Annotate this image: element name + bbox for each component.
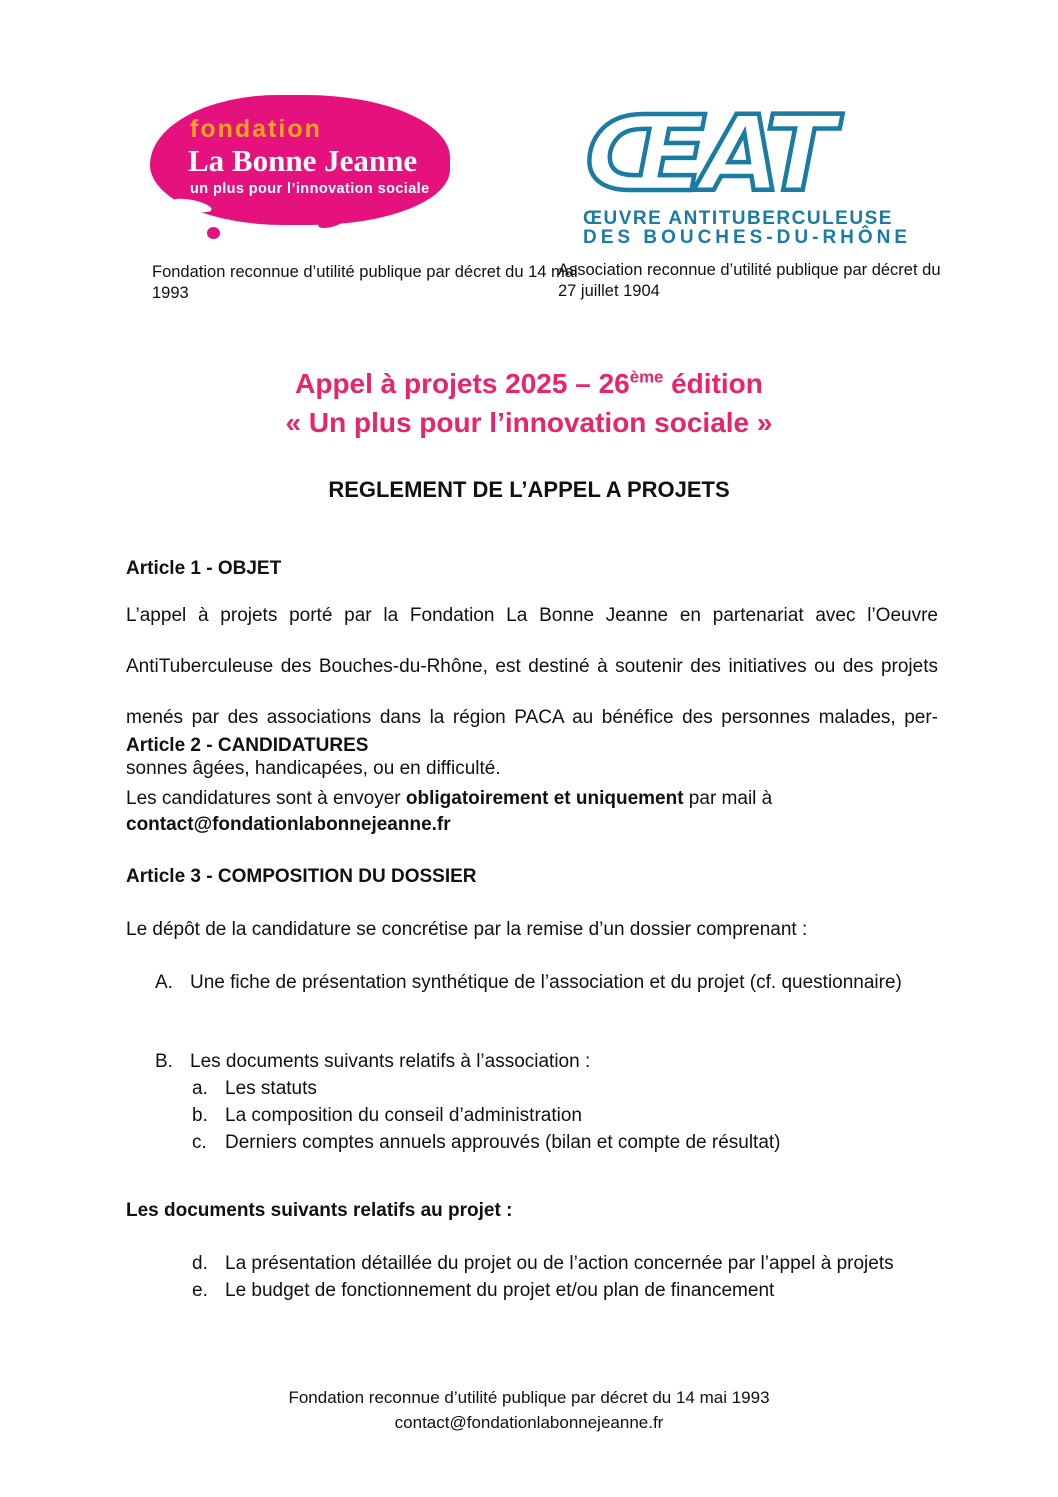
list-item-text: Une fiche de présentation synthétique de l’association et du projet (cf. questionnaire) [190, 972, 902, 993]
footer-line2: contact@fondationlabonnejeanne.fr [394, 1412, 664, 1432]
blob-highlight-icon [401, 101, 436, 120]
list-item-text: Derniers comptes annuels approuvés (bilan et compte de résultat) [225, 1132, 781, 1153]
pink-blob-shape [150, 95, 450, 225]
brand-tagline: un plus pour l’innovation sociale [190, 181, 430, 197]
oeat-acronym-icon [583, 98, 948, 210]
page-subtitle: REGLEMENT DE L’APPEL A PROJETS [328, 477, 730, 502]
oeat-acronym-text: ŒAT [585, 98, 830, 210]
list-item-text: La composition du conseil d’administration [225, 1105, 582, 1126]
paragraph-line: menés par des associations dans la région PACA au bénéfice des personnes malades, per- [126, 707, 938, 728]
paragraph-line: L’appel à projets porté par la Fondation La Bonne Jeanne en partenariat avec l’Oeuvre [126, 605, 938, 626]
title-line1: Appel à projets 2025 – 26ème édition [295, 368, 763, 400]
fondation-la-bonne-jeanne-logo [150, 95, 452, 245]
list-marker: A. [155, 972, 173, 993]
association-doc-sublist [126, 1075, 938, 1156]
footer-line1: Fondation reconnue d’utilité publique par décret du 14 mai 1993 [288, 1388, 770, 1407]
list-item-text: Le budget de fonctionnement du projet et/ou plan de financement [225, 1280, 775, 1301]
contact-email: contact@fondationlabonnejeanne.fr [126, 813, 451, 835]
left-logo-caption: Fondation reconnue d’utilité publique par décret du 14 mai 1993 [152, 263, 578, 302]
list-item [126, 1129, 938, 1156]
paragraph-text: Les candidatures sont à envoyer [126, 788, 406, 809]
emphasis-text: obligatoirement et uniquement [405, 788, 684, 809]
list-item [126, 1250, 938, 1277]
list-marker: a. [192, 1078, 208, 1099]
title-superscript: ème [629, 368, 664, 387]
brand-word-fondation: fondation [190, 115, 322, 143]
article3-intro: Le dépôt de la candidature se concrétise par la remise d’un dossier comprenant : [126, 919, 808, 940]
paragraph-line: sonnes âgées, handicapées, ou en difficulté. [126, 758, 501, 779]
page-footer [0, 1386, 1058, 1435]
right-logo-caption: Association reconnue d’utilité publique par décret du 27 juillet 1904 [558, 261, 941, 300]
blob-highlight-icon [171, 196, 212, 215]
project-doc-sublist [126, 1250, 938, 1304]
article2-heading: Article 2 - CANDIDATURES [126, 735, 369, 756]
paragraph-text: par mail à [683, 788, 773, 809]
blob-splash-dot [207, 227, 220, 239]
list-item-text: Les documents suivants relatifs à l’association : [190, 1050, 591, 1072]
list-marker: c. [192, 1132, 207, 1153]
page-title [0, 358, 1058, 442]
paragraph-line: AntiTuberculeuse des Bouches-du-Rhône, est destiné à soutenir des initiatives ou des projets [126, 656, 938, 677]
list-item [126, 1102, 938, 1129]
oeat-org-line1: ŒUVRE ANTITUBERCULEUSE [583, 208, 893, 229]
project-docs-heading: Les documents suivants relatifs au projet : [126, 1200, 513, 1221]
article2-paragraph [126, 786, 938, 837]
list-item-B [126, 1049, 1002, 1075]
oeat-org-line2: DES BOUCHES-DU-RHÔNE [583, 227, 912, 248]
list-marker: d. [192, 1253, 208, 1274]
list-item-text: La présentation détaillée du projet ou de l’action concernée par l’appel à projets [225, 1253, 894, 1274]
article1-heading: Article 1 - OBJET [126, 558, 282, 579]
list-marker: B. [155, 1050, 173, 1072]
list-item [126, 1075, 938, 1102]
list-item-A [126, 970, 1002, 996]
list-marker: b. [192, 1105, 208, 1126]
title-line2: « Un plus pour l’innovation sociale » [285, 407, 773, 439]
brand-name: La Bonne Jeanne [188, 143, 418, 178]
article3-heading: Article 3 - COMPOSITION DU DOSSIER [126, 866, 477, 887]
list-item [126, 1277, 938, 1304]
list-marker: e. [192, 1280, 208, 1301]
oeat-logo [583, 98, 948, 248]
list-item-text: Les statuts [225, 1078, 317, 1099]
